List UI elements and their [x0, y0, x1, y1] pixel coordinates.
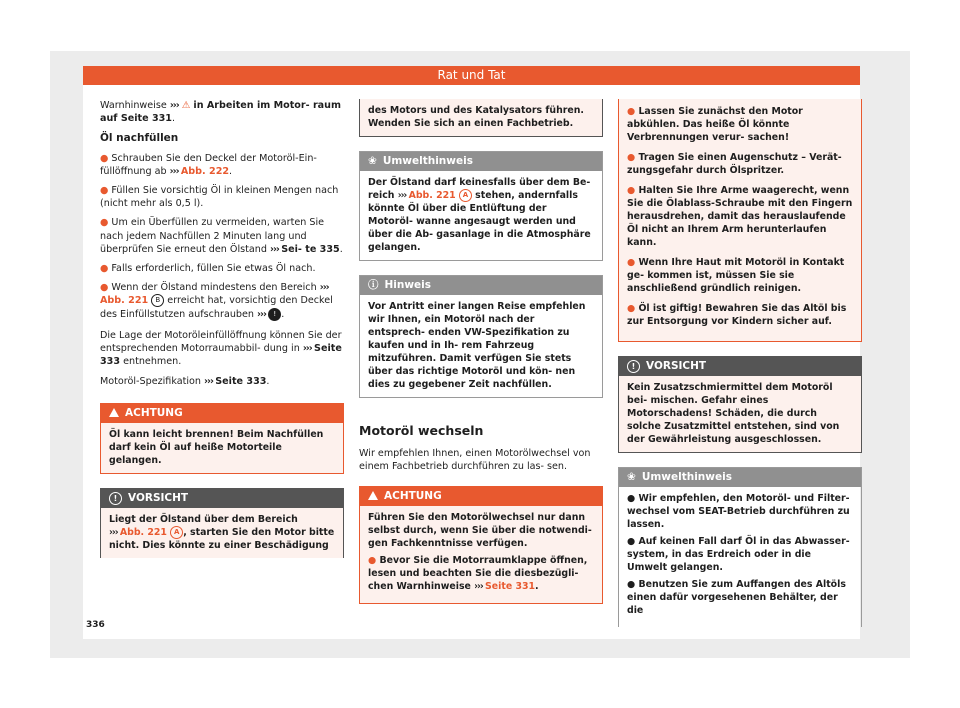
column-1 [100, 99, 344, 568]
figure-link[interactable]: Abb. 221 [119, 526, 167, 538]
achtung-box [100, 403, 344, 474]
achtung-continuation: ● Lassen Sie zunächst den Motor abkühlen. Das heiße Öl könnte Verbrennungen verur- sachen! ● Tragen Sie einen Augenschutz – Verät- zungsgefahr durch Ölspritzer. ● Halten Sie Ihre Arme waagerecht, wenn Sie die Ölablass-Schraube mit den Fingern herausdrehen, damit das herauslaufende Öl nicht an Ihrem Arm herunterlaufen kann. ● Wenn Ihre Haut mit Motoröl in Kontakt ge- kommen ist, müssen Sie sie anschließend gründlich reinigen. ● Öl ist giftig! Bewahren Sie das Altöl bis zur Entsorgung vor Kindern sicher auf. [618, 99, 862, 342]
achtung-header: ACHTUNG [360, 487, 602, 506]
section-title-oel-nachfuellen: Öl nachfüllen [100, 132, 179, 145]
umwelthinweis-text: Der Ölstand darf keinesfalls über dem Be- reich ››› Abb. 221 A stehen, andernfalls könnte Öl über die Entlüftung der Motoröl- wanne angesaugt werden und über die Ab- gasanlage in die Atmosphäre gelangen. [368, 177, 591, 253]
vorsicht-header: ! VORSICHT [619, 357, 861, 376]
page-number: 336 [86, 620, 105, 630]
achtung-text: Führen Sie den Motorölwechsel nur dann selbst durch, wenn Sie über die notwendi- gen Fachkenntnisse verfügen. ● Bevor Sie die Motorraumklappe öffnen, lesen und beachten Sie die diesbezügli- chen Warnhinweise ››› Seite 331. [360, 506, 602, 603]
vorsicht-header: ! VORSICHT [101, 489, 343, 508]
column-3 [618, 99, 862, 637]
environment-icon: ❀ [627, 471, 636, 483]
hinweis-text: Vor Antritt einer langen Reise empfehlen wir Ihnen, ein Motoröl nach der entsprech- enden VW-Spezifikation zu kaufen und in Ih- rem Fahrzeug mitzuführen. Damit verfügen Sie stets über das richtige Motoröl und kön- nen dies zu gegebener Zeit nachfüllen. [368, 301, 586, 390]
paragraph: Motoröl-Spezifikation ››› Seite 333. [100, 376, 270, 388]
warning-triangle-icon: ⚠ [181, 100, 191, 111]
list-item: ● Wenn der Ölstand mindestens den Bereich ››› Abb. 221 B erreicht hat, vorsichtig den Deckel des Einfüllstutzen aufschrauben ››› ! . [100, 282, 333, 320]
warning-triangle-icon [368, 491, 378, 500]
vorsicht-text: Liegt der Ölstand über dem Bereich ››› Abb. 221 A , starten Sie den Motor bitte nicht. Dies könnte zu einer Beschädigung [101, 508, 343, 558]
vorsicht-box [618, 356, 862, 453]
list-item: ● Schrauben Sie den Deckel der Motoröl-Ein- füllöffnung ab ››› Abb. 222. [100, 152, 317, 177]
column-2 [359, 99, 603, 614]
umwelthinweis-text: ● Wir empfehlen, den Motoröl- und Filter- wechsel vom SEAT-Betrieb durchführen zu lassen. ● Auf keinen Fall darf Öl in das Abwasser- system, in das Erdreich oder in die Umwelt gelangen. ● Benutzen Sie zum Auffangen des Altöls einen dafür vorgesehenen Behälter, der die [627, 493, 850, 616]
list-item: ● Um ein Überfüllen zu vermeiden, warten Sie nach jedem Nachfüllen 2 Minuten lang und überprüfen Sie erneut den Ölstand ››› Sei- te 335. [100, 217, 343, 255]
page-link[interactable]: Seite 333 [215, 376, 267, 388]
umwelthinweis-header: ❀ Umwelthinweis [360, 152, 602, 171]
warning-reference: Warnhinweise ››› ⚠ in Arbeiten im Motor- raum auf Seite 331. [100, 100, 341, 125]
info-icon: ⓘ [368, 279, 379, 291]
list-item: ● Falls erforderlich, füllen Sie etwas Öl nach. [100, 263, 316, 275]
umwelthinweis-box [359, 151, 603, 261]
figure-link[interactable]: Abb. 221 [408, 190, 456, 201]
achtung-header: ACHTUNG [101, 404, 343, 423]
exclamation-circle-icon: ! [627, 360, 640, 373]
list-item: ● Füllen Sie vorsichtig Öl in kleinen Mengen nach (nicht mehr als 0,5 l). [100, 185, 339, 210]
vorsicht-box [100, 488, 344, 558]
exclamation-circle-icon: ! [268, 308, 281, 321]
exclamation-circle-icon: ! [109, 492, 122, 505]
hinweis-header: ⓘ Hinweis [360, 276, 602, 295]
vorsicht-continuation: des Motors und des Katalysators führen. Wenden Sie sich an einen Fachbetrieb. [359, 99, 603, 137]
paragraph: Wir empfehlen Ihnen, einen Motorölwechsel von einem Fachbetrieb durchführen zu las- sen. [359, 448, 591, 473]
label-circle: A [170, 526, 183, 539]
section-title-motoroel-wechseln: Motoröl wechseln [359, 423, 484, 438]
label-circle: A [459, 189, 472, 202]
warning-triangle-icon [109, 408, 119, 417]
figure-link[interactable]: Abb. 221 [100, 295, 149, 307]
environment-icon: ❀ [368, 155, 377, 167]
achtung-box [359, 486, 603, 604]
page-link[interactable]: Sei- te 335 [281, 243, 340, 255]
chapter-header: Rat und Tat [83, 66, 860, 85]
hinweis-box [359, 275, 603, 398]
umwelthinweis-header: ❀ Umwelthinweis [619, 468, 861, 487]
figure-link[interactable]: Abb. 222 [180, 165, 230, 177]
vorsicht-text: Kein Zusatzschmiermittel dem Motoröl bei- mischen. Gefahr eines Motorschadens! Schäden, die durch solche Zusatzmittel entstehen, sind von der Gewährleistung ausgeschlossen. [619, 376, 861, 452]
page-link[interactable]: Seite 331 [485, 580, 536, 592]
umwelthinweis-box [618, 467, 862, 627]
page-link[interactable]: Seite 333 [100, 343, 342, 368]
warning-link[interactable]: in Arbeiten im Motor- raum auf Seite 331 [100, 100, 341, 125]
achtung-text: Öl kann leicht brennen! Beim Nachfüllen darf kein Öl auf heiße Motorteile gelangen. [101, 423, 343, 473]
paragraph: Die Lage der Motoröleinfüllöffnung können Sie der entsprechenden Motorraumabbil- dung in ››› Seite 333 entnehmen. [100, 329, 342, 368]
label-circle: B [151, 294, 164, 307]
